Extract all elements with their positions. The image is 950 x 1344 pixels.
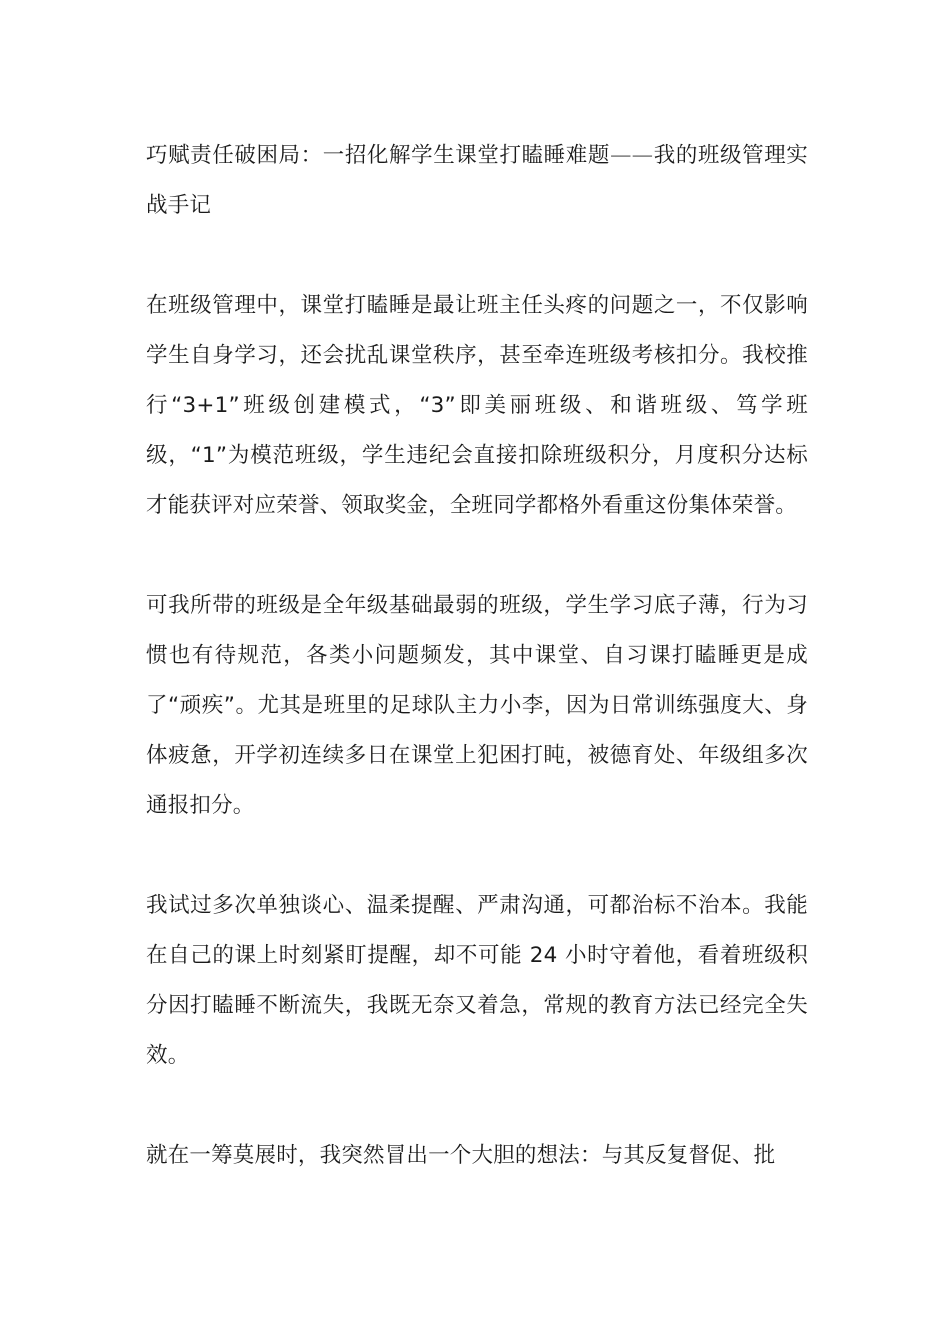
paragraph: 我试过多次单独谈心、温柔提醒、严肃沟通，可都治标不治本。我能在自己的课上时刻紧盯提醒，却不可能 24 小时守着他，看着班级积分因打瞌睡不断流失，我既无奈又着急，常规的教育方法已经完全失效。: [146, 893, 808, 1068]
document-title: 巧赋责任破困局：一招化解学生课堂打瞌睡难题——我的班级管理实战手记: [146, 143, 808, 218]
document-body: [146, 131, 808, 1231]
paragraph: 在班级管理中，课堂打瞌睡是最让班主任头疼的问题之一，不仅影响学生自身学习，还会扰乱课堂秩序，甚至牵连班级考核扣分。我校推行“3+1”班级创建模式，“3”即美丽班级、和谐班级、笃学班级，“1”为模范班级，学生违纪会直接扣除班级积分，月度积分达标才能获评对应荣誉、领取奖金，全班同学都格外看重这份集体荣誉。: [146, 293, 808, 518]
paragraph: 可我所带的班级是全年级基础最弱的班级，学生学习底子薄，行为习惯也有待规范，各类小问题频发，其中课堂、自习课打瞌睡更是成了“顽疾”。尤其是班里的足球队主力小李，因为日常训练强度大、身体疲惫，开学初连续多日在课堂上犯困打盹，被德育处、年级组多次通报扣分。: [146, 593, 808, 818]
paragraph: 就在一筹莫展时，我突然冒出一个大胆的想法：与其反复督促、批: [146, 1143, 776, 1168]
